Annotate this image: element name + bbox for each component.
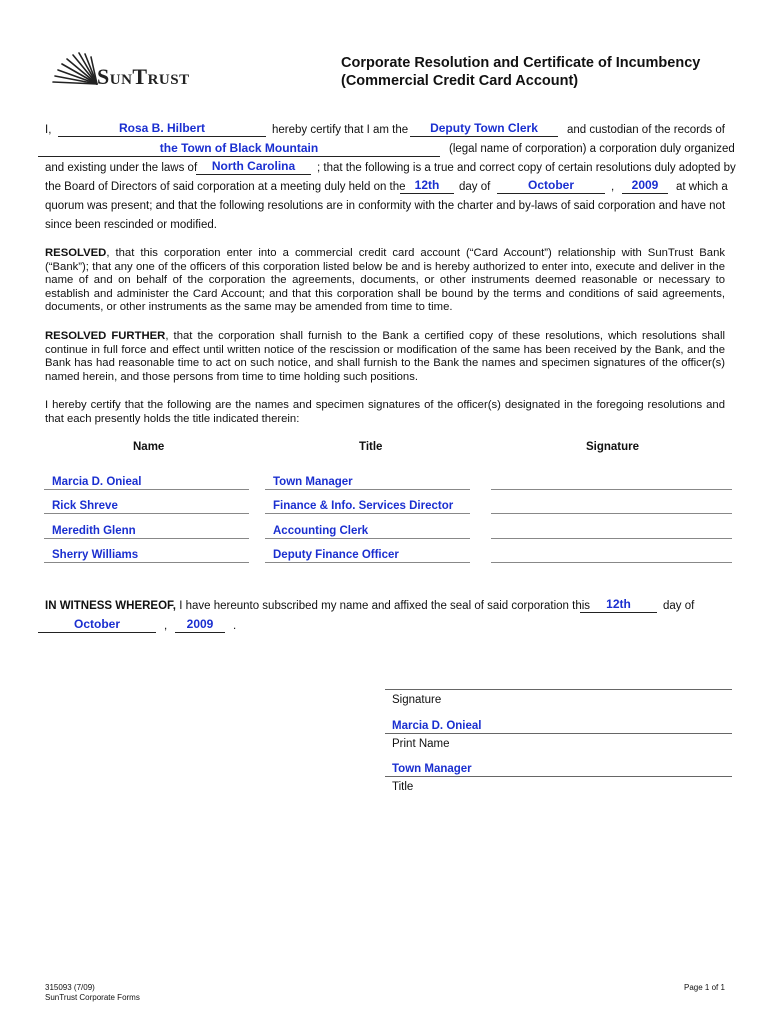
resolved-paragraph [45, 247, 725, 315]
officer-title: Finance & Info. Services Director [273, 500, 454, 512]
meeting-month-field[interactable]: October [497, 179, 605, 194]
custodian-text: and custodian of the records of [567, 124, 725, 136]
signature-line[interactable] [491, 489, 732, 490]
corporation-name-field[interactable]: the Town of Black Mountain [38, 142, 440, 157]
at-which-text: at which a [676, 181, 728, 193]
title-line[interactable] [385, 776, 732, 777]
witness-day-field[interactable]: 12th [580, 598, 657, 613]
sunburst-icon [45, 52, 101, 88]
signature-line[interactable] [491, 562, 732, 563]
resolved-further-lead: RESOLVED FURTHER [45, 330, 166, 342]
witness-period: . [233, 620, 237, 632]
legal-name-text: (legal name of corporation) a corporation duly organized [449, 143, 735, 155]
true-copy-text: ; that the following is a true and correct copy of certain resolutions duly adopted by [317, 162, 736, 174]
signature-line[interactable] [491, 513, 732, 514]
certifier-name-field[interactable]: Rosa B. Hilbert [58, 122, 266, 137]
quorum-line-2: since been rescinded or modified. [45, 219, 217, 231]
existing-text: and existing under the laws of [45, 162, 198, 174]
officer-title: Town Manager [273, 476, 353, 488]
resolved-further-text: , that the corporation shall furnish to the Bank a certified copy of these resolutions, which resolutions shall continue in full force and effect until written notice of the rescission or modification of the same has been received by the Bank, and the Bank has had reasonable time to act on such notice, and shall furnish to the Bank the names and specimen signatures of the officer(s) named herein, and those persons from time to time holding such positions. [45, 330, 725, 383]
certifier-title-field[interactable]: Deputy Town Clerk [410, 122, 558, 137]
column-header-title: Title [359, 441, 383, 453]
title-line [265, 562, 470, 563]
witness-text: I have hereunto subscribed my name and affixed the seal of said corporation this [179, 600, 591, 612]
day-of-text: day of [459, 181, 491, 193]
document-subtitle: (Commercial Credit Card Account) [341, 73, 579, 89]
board-text: the Board of Directors of said corporation at a meeting duly held on the [45, 181, 406, 193]
witness-statement [45, 599, 590, 613]
resolved-text: , that this corporation enter into a commercial credit card account (“Card Account”) relationship with SunTrust Bank (“Bank”); that any one of the officers of this corporation listed below be and is hereby authorized to enter into, execute and deliver in the name of and on behalf of the corporation the agreements, documents, or other instruments deemed reasonable or necessary to establish and administer the Card Account; and that this corporation shall be bound by the terms and conditions of said agreements, documents, or other instruments as the same may be amended from time to time. [45, 247, 725, 314]
name-line [44, 562, 249, 563]
title-label: Title [392, 781, 414, 793]
meeting-year-field[interactable]: 2009 [622, 179, 668, 194]
resolved-further-paragraph [45, 330, 725, 384]
officer-name: Sherry Williams [52, 549, 139, 561]
form-number: 315093 (7/09) [45, 983, 95, 992]
signature-label: Signature [392, 694, 442, 706]
signature-line[interactable] [491, 538, 732, 539]
witness-comma: , [164, 620, 168, 632]
officer-name: Marcia D. Onieal [52, 476, 142, 488]
officer-title: Deputy Finance Officer [273, 549, 399, 561]
page-number: Page 1 of 1 [684, 983, 725, 992]
column-header-signature: Signature [586, 441, 640, 453]
witness-month-field[interactable]: October [38, 618, 156, 633]
certify-text: hereby certify that I am the [272, 124, 409, 136]
brand-name: SunTrust [97, 64, 190, 89]
certify-paragraph: I hereby certify that the following are the names and specimen signatures of the officer(s) designated in the foregoing resolutions and that each presently holds the title indicated therein: [45, 399, 725, 425]
document-title: Corporate Resolution and Certificate of Incumbency [341, 55, 701, 71]
witness-day-of: day of [663, 600, 695, 612]
officer-title: Accounting Clerk [273, 525, 369, 537]
column-header-name: Name [133, 441, 165, 453]
print-name-label: Print Name [392, 738, 450, 750]
comma: , [611, 181, 615, 193]
officer-name: Meredith Glenn [52, 525, 136, 537]
meeting-day-field[interactable]: 12th [400, 179, 454, 194]
officer-name: Rick Shreve [52, 500, 118, 512]
resolved-lead: RESOLVED [45, 247, 107, 259]
form-source: SunTrust Corporate Forms [45, 993, 140, 1002]
print-name-line[interactable] [385, 733, 732, 734]
witness-lead: IN WITNESS WHEREOF, [45, 600, 176, 612]
name-line [44, 489, 249, 490]
state-field[interactable]: North Carolina [196, 160, 311, 175]
quorum-line-1: quorum was present; and that the following resolutions are in conformity with the charter and by-laws of said corporation and have not [45, 200, 726, 212]
title-value: Town Manager [392, 763, 472, 775]
print-name-value: Marcia D. Onieal [392, 720, 482, 732]
suntrust-logo [45, 52, 215, 92]
title-line [265, 538, 470, 539]
title-line [265, 489, 470, 490]
i-label: I, [45, 124, 52, 136]
signature-line[interactable] [385, 689, 732, 690]
title-line [265, 513, 470, 514]
witness-year-field[interactable]: 2009 [175, 618, 225, 633]
name-line [44, 538, 249, 539]
name-line [44, 513, 249, 514]
